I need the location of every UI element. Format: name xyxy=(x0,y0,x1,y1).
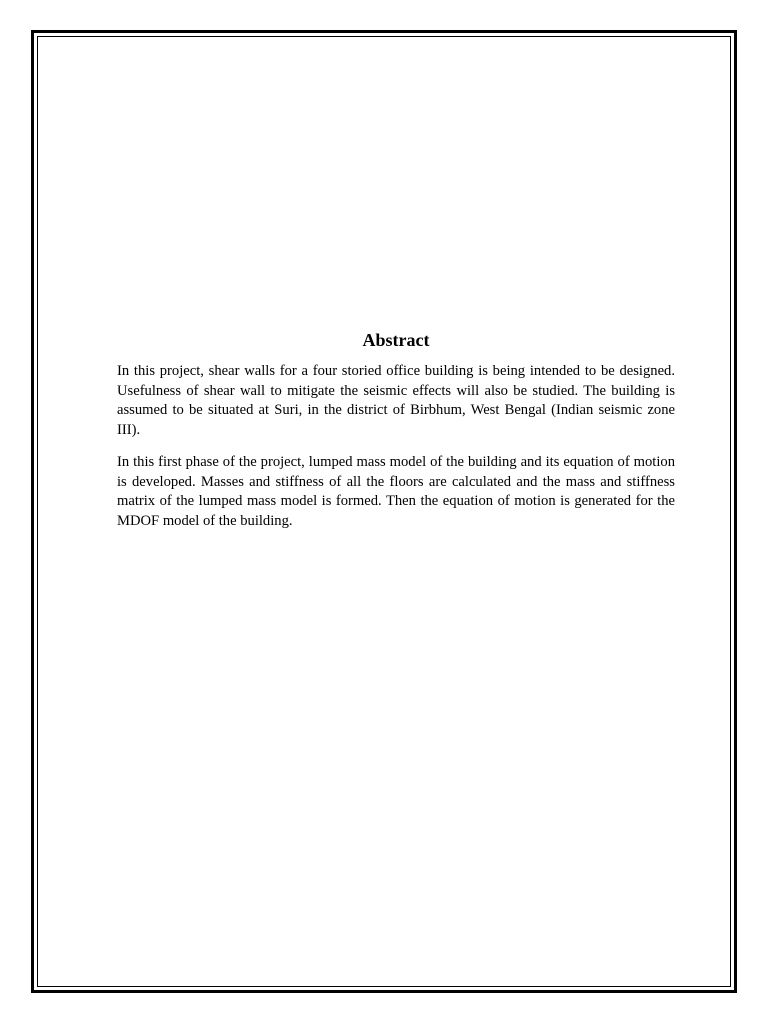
abstract-paragraph-1: In this project, shear walls for a four storied office building is being intended to be designed. Usefulness of shear wall to mitigate the seismic effects will also be studied. The building is assumed to be situated at Suri, in the district of Birbhum, West Bengal (Indian seismic zone III). xyxy=(117,363,675,438)
abstract-title: Abstract xyxy=(362,330,430,350)
abstract-section xyxy=(117,328,675,544)
abstract-paragraph-2: In this first phase of the project, lumped mass model of the building and its equation of motion is developed. Masses and stiffness of all the floors are calculated and the mass and stiffness matrix of the lumped mass model is formed. Then the equation of motion is generated for the MDOF model of the building. xyxy=(117,454,675,529)
